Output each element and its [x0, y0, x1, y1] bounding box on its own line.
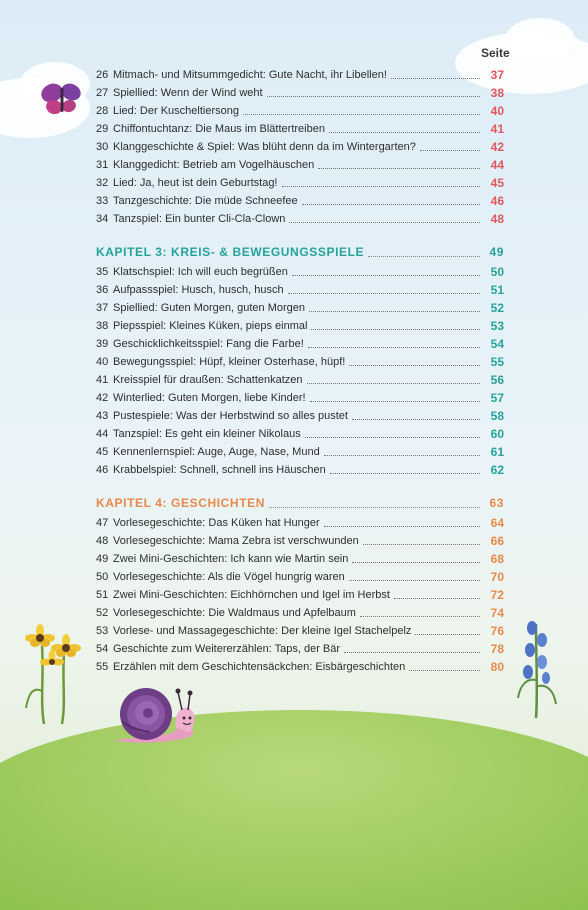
toc-page: 57 [490, 391, 504, 405]
toc-title: Aufpassspiel: Husch, husch, husch [113, 284, 284, 296]
leader-dots [288, 293, 480, 294]
leader-dots [289, 222, 480, 223]
toc-title: Geschicklichkeitsspiel: Fang die Farbe! [113, 338, 304, 350]
toc-title: Krabbelspiel: Schnell, schnell ins Häuschen [113, 464, 326, 476]
toc-number: 30 [96, 141, 109, 153]
toc-number: 47 [96, 517, 109, 529]
toc-title: Tanzspiel: Ein bunter Cli-Cla-Clown [113, 213, 286, 225]
toc-page: 61 [490, 445, 504, 459]
chapter-title: KAPITEL 4: GESCHICHTEN [96, 496, 265, 510]
toc-title: Vorlesegeschichte: Als die Vögel hungrig waren [113, 571, 345, 583]
toc-title: Kreisspiel für draußen: Schattenkatzen [113, 374, 303, 386]
toc-title: Vorlesegeschichte: Mama Zebra ist verschwunden [113, 535, 359, 547]
toc-row [96, 297, 504, 315]
leader-dots [330, 473, 480, 474]
toc-number: 34 [96, 213, 109, 225]
toc-row [96, 584, 504, 602]
toc-page: 42 [490, 140, 504, 154]
yellow-flowers-icon [22, 616, 88, 726]
grass-hill [0, 710, 588, 910]
leader-dots [308, 347, 480, 348]
toc-title: Lied: Ja, heut ist dein Geburtstag! [113, 177, 278, 189]
toc-row [96, 566, 504, 584]
toc-row [96, 333, 504, 351]
toc-page: 55 [490, 355, 504, 369]
toc-page: 40 [490, 104, 504, 118]
toc-page: 53 [490, 319, 504, 333]
toc-page: 46 [490, 194, 504, 208]
leader-dots [363, 544, 480, 545]
toc-number: 52 [96, 607, 109, 619]
cloud-right-small [505, 18, 575, 62]
chapter-page: 63 [489, 496, 504, 510]
toc-row [96, 548, 504, 566]
toc-page: 72 [490, 588, 504, 602]
toc-number: 33 [96, 195, 109, 207]
toc-row [96, 261, 504, 279]
leader-dots [307, 383, 480, 384]
toc-title: Erzählen mit dem Geschichtensäckchen: Eisbärgeschichten [113, 661, 406, 673]
toc-row [96, 136, 504, 154]
toc-number: 37 [96, 302, 109, 314]
toc-row [96, 369, 504, 387]
toc-row [96, 459, 504, 477]
toc-title: Winterlied: Guten Morgen, liebe Kinder! [113, 392, 306, 404]
toc-number: 26 [96, 69, 109, 81]
leader-dots [420, 150, 480, 151]
toc-page: 48 [490, 212, 504, 226]
toc-row [96, 638, 504, 656]
toc-page: 62 [490, 463, 504, 477]
chapter-heading-3 [96, 240, 504, 260]
table-of-contents [96, 0, 504, 700]
leader-dots [310, 401, 480, 402]
toc-title: Geschichte zum Weitererzählen: Taps, der Bär [113, 643, 341, 655]
toc-page: 54 [490, 337, 504, 351]
toc-page: 58 [490, 409, 504, 423]
toc-page: 76 [490, 624, 504, 638]
leader-dots [311, 329, 480, 330]
toc-title: Klanggeschichte & Spiel: Was blüht denn da im Wintergarten? [113, 141, 416, 153]
toc-number: 36 [96, 284, 109, 296]
toc-row [96, 530, 504, 548]
toc-row [96, 279, 504, 297]
toc-page: 45 [490, 176, 504, 190]
toc-number: 29 [96, 123, 109, 135]
toc-page: 66 [490, 534, 504, 548]
leader-dots [243, 114, 480, 115]
toc-title: Klanggedicht: Betrieb am Vogelhäuschen [113, 159, 315, 171]
toc-page: 51 [490, 283, 504, 297]
toc-number: 43 [96, 410, 109, 422]
toc-row [96, 118, 504, 136]
leader-dots [349, 580, 480, 581]
toc-number: 28 [96, 105, 109, 117]
toc-row [96, 154, 504, 172]
butterfly-icon [40, 80, 84, 120]
toc-number: 41 [96, 374, 109, 386]
toc-row [96, 351, 504, 369]
toc-page: 64 [490, 516, 504, 530]
toc-number: 38 [96, 320, 109, 332]
page-column-label: Seite [481, 46, 510, 60]
leader-dots [267, 96, 480, 97]
toc-row [96, 441, 504, 459]
toc-row [96, 387, 504, 405]
leader-dots [329, 132, 480, 133]
bluebell-flowers-icon [512, 620, 562, 720]
toc-title: Mitmach- und Mitsummgedicht: Gute Nacht, ihr Libellen! [113, 69, 387, 81]
chapter-title: KAPITEL 3: KREIS- & BEWEGUNGSSPIELE [96, 245, 365, 259]
toc-title: Kennenlernspiel: Auge, Auge, Nase, Mund [113, 446, 320, 458]
toc-title: Tanzgeschichte: Die müde Schneefee [113, 195, 298, 207]
toc-title: Zwei Mini-Geschichten: Ich kann wie Martin sein [113, 553, 349, 565]
snail-icon [110, 684, 200, 748]
toc-page: 80 [490, 660, 504, 674]
leader-dots [360, 616, 480, 617]
toc-number: 35 [96, 266, 109, 278]
toc-title: Tanzspiel: Es geht ein kleiner Nikolaus [113, 428, 301, 440]
leader-dots [409, 670, 480, 671]
toc-row [96, 315, 504, 333]
toc-title: Pustespiele: Was der Herbstwind so alles pustet [113, 410, 348, 422]
leader-dots [292, 275, 480, 276]
toc-row [96, 602, 504, 620]
toc-page: 52 [490, 301, 504, 315]
toc-title: Vorlese- und Massagegeschichte: Der kleine Igel Stachelpelz [113, 625, 412, 637]
toc-page: 70 [490, 570, 504, 584]
toc-number: 53 [96, 625, 109, 637]
toc-row [96, 82, 504, 100]
leader-dots [305, 437, 480, 438]
toc-row [96, 208, 504, 226]
toc-title: Klatschspiel: Ich will euch begrüßen [113, 266, 288, 278]
toc-row [96, 423, 504, 441]
toc-row [96, 64, 504, 82]
leader-dots [324, 526, 480, 527]
toc-number: 44 [96, 428, 109, 440]
leader-dots [415, 634, 480, 635]
toc-page: 68 [490, 552, 504, 566]
toc-title: Piepsspiel: Kleines Küken, pieps einmal [113, 320, 308, 332]
toc-page: 37 [490, 68, 504, 82]
toc-row [96, 512, 504, 530]
toc-number: 40 [96, 356, 109, 368]
toc-title: Chiffontuchtanz: Die Maus im Blättertreiben [113, 123, 325, 135]
toc-number: 42 [96, 392, 109, 404]
chapter-page: 49 [489, 245, 504, 259]
toc-number: 46 [96, 464, 109, 476]
toc-page: 44 [490, 158, 504, 172]
toc-title: Bewegungsspiel: Hüpf, kleiner Osterhase, hüpf! [113, 356, 346, 368]
toc-title: Zwei Mini-Geschichten: Eichhörnchen und Igel im Herbst [113, 589, 390, 601]
toc-number: 45 [96, 446, 109, 458]
leader-dots [318, 168, 480, 169]
leader-dots [394, 598, 480, 599]
toc-number: 27 [96, 87, 109, 99]
toc-page: 74 [490, 606, 504, 620]
leader-dots [269, 507, 480, 508]
toc-number: 31 [96, 159, 109, 171]
leader-dots [391, 78, 480, 79]
toc-row [96, 620, 504, 638]
leader-dots [352, 419, 480, 420]
toc-page: 60 [490, 427, 504, 441]
leader-dots [349, 365, 480, 366]
toc-number: 32 [96, 177, 109, 189]
toc-row [96, 100, 504, 118]
toc-number: 48 [96, 535, 109, 547]
toc-page: 41 [490, 122, 504, 136]
leader-dots [368, 256, 480, 257]
leader-dots [282, 186, 481, 187]
toc-number: 55 [96, 661, 109, 673]
toc-page: 78 [490, 642, 504, 656]
toc-row [96, 656, 504, 674]
toc-title: Lied: Der Kuscheltiersong [113, 105, 239, 117]
chapter-heading-4 [96, 491, 504, 511]
toc-number: 54 [96, 643, 109, 655]
toc-page: 38 [490, 86, 504, 100]
leader-dots [344, 652, 480, 653]
toc-number: 50 [96, 571, 109, 583]
toc-page: 50 [490, 265, 504, 279]
leader-dots [352, 562, 480, 563]
toc-number: 39 [96, 338, 109, 350]
toc-title: Spiellied: Wenn der Wind weht [113, 87, 263, 99]
toc-number: 51 [96, 589, 109, 601]
toc-title: Vorlesegeschichte: Das Küken hat Hunger [113, 517, 320, 529]
toc-row [96, 172, 504, 190]
toc-title: Spiellied: Guten Morgen, guten Morgen [113, 302, 306, 314]
toc-page: 56 [490, 373, 504, 387]
toc-row [96, 405, 504, 423]
toc-row [96, 190, 504, 208]
leader-dots [309, 311, 480, 312]
leader-dots [324, 455, 480, 456]
toc-number: 49 [96, 553, 109, 565]
toc-title: Vorlesegeschichte: Die Waldmaus und Apfelbaum [113, 607, 356, 619]
leader-dots [302, 204, 480, 205]
